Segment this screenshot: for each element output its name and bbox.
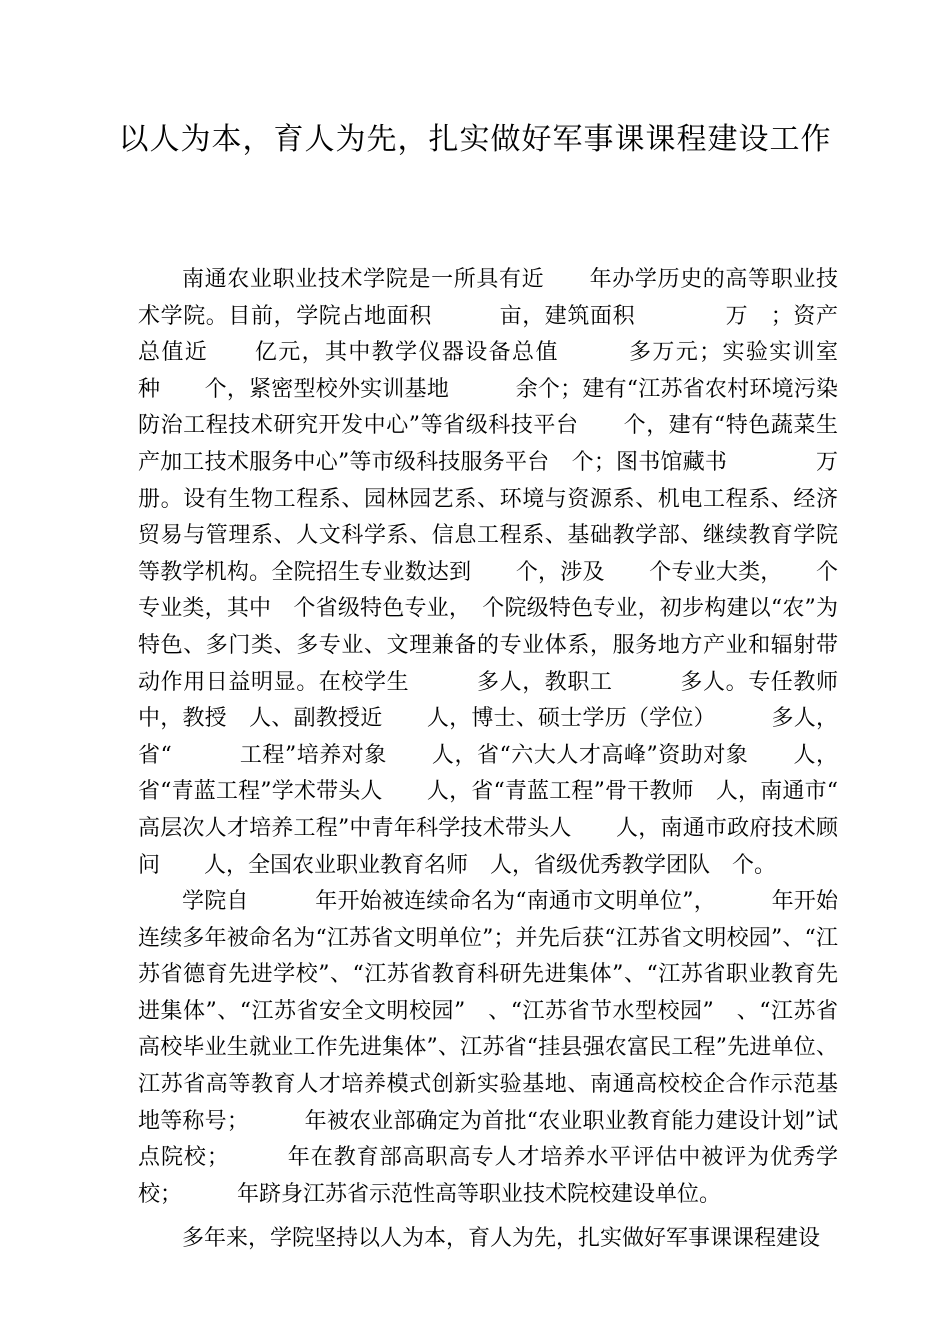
document-body	[138, 262, 905, 1258]
paragraph: 南通农业职业技术学院是一所具有近 年办学历史的高等职业技术学院。目前，学院占地面积 亩，建筑面积 万 ；资产总值近 亿元，其中教学仪器设备总值 多万元；实验实训室 种 个，紧密型校外实训基地 余个；建有“江苏省农村环境污染防治工程技术研究开发中心”等省级科技平台 个，建有“特色蔬菜生产加工技术服务中心”等市级科技服务平台 个；图书馆藏书 万册。设有生物工程系、园林园艺系、环境与资源系、机电工程系、经济贸易与管理系、人文科学系、信息工程系、基础教学部、继续教育学院等教学机构。全院招生专业数达到 个，涉及 个专业大类， 个专业类，其中 个省级特色专业， 个院级特色专业，初步构建以“农”为特色、多门类、多专业、文理兼备的专业体系，服务地方产业和辐射带动作用日益明显。在校学生 多人，教职工 多人。专任教师中，教授 人、副教授近 人，博士、硕士学历（学位） 多人，省“ 工程”培养对象 人，省“六大人才高峰”资助对象 人，省“青蓝工程”学术带头人 人，省“青蓝工程”骨干教师 人，南通市“ 高层次人才培养工程”中青年科学技术带头人 人，南通市政府技术顾问 人，全国农业职业教育名师 人，省级优秀教学团队 个。	[138, 267, 905, 878]
document-subtitle	[229, 186, 549, 208]
paragraph: 多年来，学院坚持以人为本，育人为先，扎实做好军事课课程建设	[182, 1226, 821, 1252]
document-title: 以人为本，育人为先，扎实做好军事课课程建设工作	[118, 122, 832, 157]
paragraph: 学院自 年开始被连续命名为“南通市文明单位”， 年开始连续多年被命名为“江苏省文明单位”；并先后获“江苏省文明校园”、“江苏省德育先进学校”、“江苏省教育科研先进集体”、“江苏省职业教育先进集体”、“江苏省安全文明校园” 、“江苏省节水型校园” 、“江苏省高校毕业生就业工作先进集体”、江苏省“挂县强农富民工程”先进单位、江苏省高等教育人才培养模式创新实验基地、南通高校校企合作示范基地等称号； 年被农业部确定为首批“农业职业教育能力建设计划”试点院校； 年在教育部高职高专人才培养水平评估中被评为优秀学校； 年跻身江苏省示范性高等职业技术院校建设单位。	[138, 889, 838, 1207]
